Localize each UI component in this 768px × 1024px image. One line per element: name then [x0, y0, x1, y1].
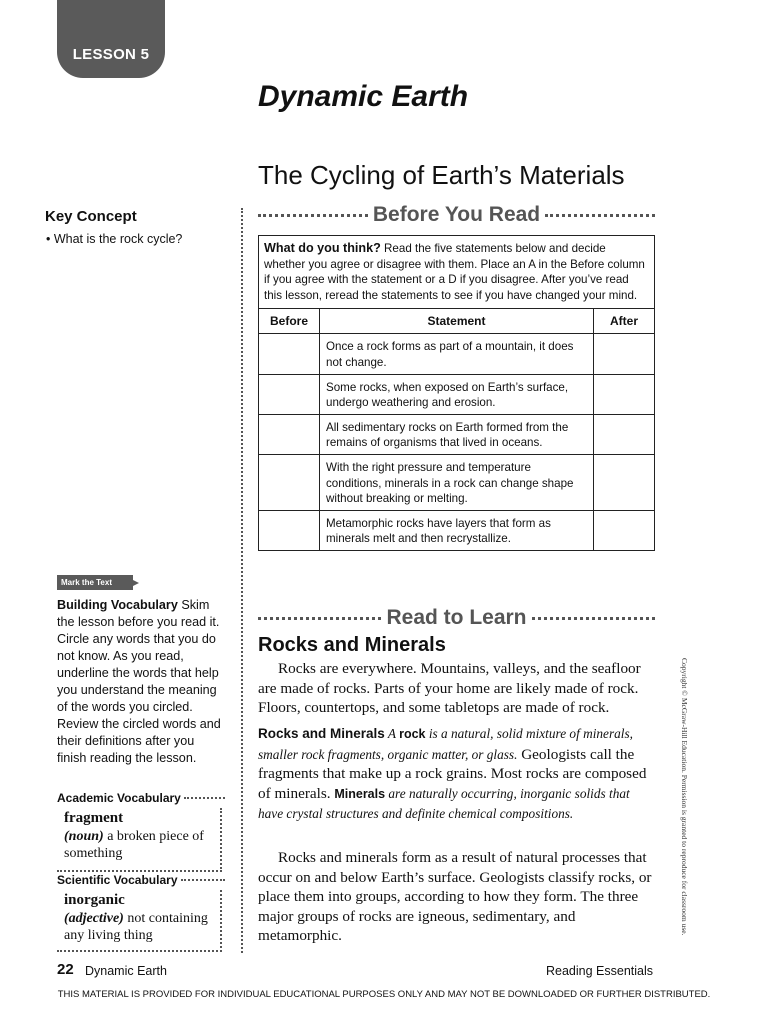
term-minerals: Minerals [334, 786, 386, 801]
banner-dots-right [545, 214, 655, 217]
mark-the-text-tag [57, 575, 133, 590]
banner-dots-right [532, 617, 655, 620]
banner-dots-left [258, 617, 381, 620]
header-before: Before [259, 309, 320, 334]
statement-table [259, 309, 654, 550]
before-cell[interactable] [259, 510, 320, 550]
footer-title: Dynamic Earth [85, 964, 167, 978]
after-cell[interactable] [594, 334, 655, 374]
paragraph-text: Geologists call the fragments that make up a rock grains. Most rocks are composed of minerals. [258, 745, 647, 802]
banner-dots-left [258, 214, 368, 217]
term-rock: rock [399, 727, 426, 741]
table-row [259, 454, 654, 510]
key-concept-question: • What is the rock cycle? [46, 232, 183, 246]
academic-heading-text: Academic Vocabulary [57, 791, 181, 805]
vocab-part-of-speech: (noun) [64, 828, 104, 844]
table-row [259, 374, 654, 414]
column-divider [241, 208, 243, 953]
anticipation-guide [258, 235, 655, 551]
body-paragraph-2 [258, 724, 656, 824]
statement-cell: Some rocks, when exposed on Earth’s surface, undergo weathering and erosion. [320, 374, 594, 414]
lesson-title: The Cycling of Earth’s Materials [258, 160, 625, 190]
table-header-row [259, 309, 654, 334]
before-cell[interactable] [259, 414, 320, 454]
statement-cell: Once a rock forms as part of a mountain, it does not change. [320, 334, 594, 374]
statement-cell: Metamorphic rocks have layers that form as minerals melt and then recrystallize. [320, 510, 594, 550]
body-paragraph-3: Rocks and minerals form as a result of natural processes that occur on and below Earth’s surface. Geologists classify rocks, or place them into groups, according to how they form. The three major groups of rocks are igneous, sedimentary, and metamorphic. [258, 849, 652, 944]
table-row [259, 510, 654, 550]
page-number: 22 [57, 961, 74, 978]
heading-dots [184, 797, 225, 799]
header-statement: Statement [320, 309, 594, 334]
distribution-disclaimer: THIS MATERIAL IS PROVIDED FOR INDIVIDUAL EDUCATIONAL PURPOSES ONLY AND MAY NOT BE DOWNLOADED OR FURTHER DISTRIBUTED. [57, 989, 711, 1000]
scientific-heading-text: Scientific Vocabulary [57, 873, 178, 887]
after-cell[interactable] [594, 454, 655, 510]
statement-cell: All sedimentary rocks on Earth formed from the remains of organisms that lived in oceans. [320, 414, 594, 454]
vocab-term-fragment: fragment [64, 810, 124, 826]
anticipation-intro [259, 236, 654, 309]
definition-text: are naturally occurring, inorganic solids that have crystal structures and definite chemical compositions. [258, 785, 630, 821]
key-concept-question-text: What is the rock cycle? [53, 232, 183, 246]
definition-text: is a natural, solid mixture of minerals, smaller rock fragments, organic matter, or glass. [258, 726, 633, 762]
building-vocabulary-note [57, 597, 227, 767]
unit-title: Dynamic Earth [258, 80, 469, 113]
read-to-learn-banner [258, 606, 655, 630]
before-you-read-banner [258, 203, 655, 227]
copyright-notice: Copyright © McGraw-Hill Education. Permission is granted to reproduce for classroom use. [680, 658, 689, 936]
vocab-definition: a broken piece of something [64, 828, 204, 861]
header-after: After [594, 309, 655, 334]
academic-vocabulary-heading [57, 791, 225, 805]
vocab-definition: not containing any living thing [64, 910, 208, 943]
vocab-term-inorganic: inorganic [64, 892, 125, 908]
body-paragraph-1: Rocks are everywhere. Mountains, valleys, and the seafloor are made of rocks. Parts of your home are likely made of rock. Floors, countertops, and some tabletops are made of rock. [258, 660, 641, 716]
footer-publication: Reading Essentials [546, 964, 654, 978]
key-concept-heading: Key Concept [45, 208, 137, 225]
after-cell[interactable] [594, 414, 655, 454]
table-row [259, 334, 654, 374]
definition-text: A [384, 726, 400, 741]
before-cell[interactable] [259, 334, 320, 374]
before-cell[interactable] [259, 374, 320, 414]
building-vocab-body: Skim the lesson before you read it. Circle any words that you do not know. As you read, underline the words that help you understand the meaning of the words you circled. Review the circled words and their definitions after you finish reading the lesson. [57, 598, 221, 765]
before-you-read-label: Before You Read [372, 203, 541, 226]
heading-dots [181, 879, 226, 881]
scientific-vocabulary-heading [57, 873, 225, 887]
lesson-tab: LESSON 5 [57, 0, 165, 78]
vocab-part-of-speech: (adjective) [64, 910, 124, 926]
run-in-heading: Rocks and Minerals [258, 726, 385, 741]
mark-the-text-label: Mark the Text [61, 578, 112, 587]
academic-vocabulary-box [57, 808, 222, 872]
intro-lead: What do you think? [264, 241, 381, 255]
building-vocab-heading: Building Vocabulary [57, 598, 178, 612]
after-cell[interactable] [594, 374, 655, 414]
before-cell[interactable] [259, 454, 320, 510]
scientific-vocabulary-box [57, 890, 222, 952]
after-cell[interactable] [594, 510, 655, 550]
statement-cell: With the right pressure and temperature conditions, minerals in a rock can change shape without breaking or melting. [320, 454, 594, 510]
section-heading: Rocks and Minerals [258, 634, 446, 656]
table-row [259, 414, 654, 454]
read-to-learn-label: Read to Learn [386, 606, 527, 629]
intro-body: Read the five statements below and decide whether you agree or disagree with them. Place an A in the Before column if you agree with the statement or a D if you disagree. After you’ve read this lesson, reread the statements to see if you have changed your mind. [264, 242, 645, 302]
